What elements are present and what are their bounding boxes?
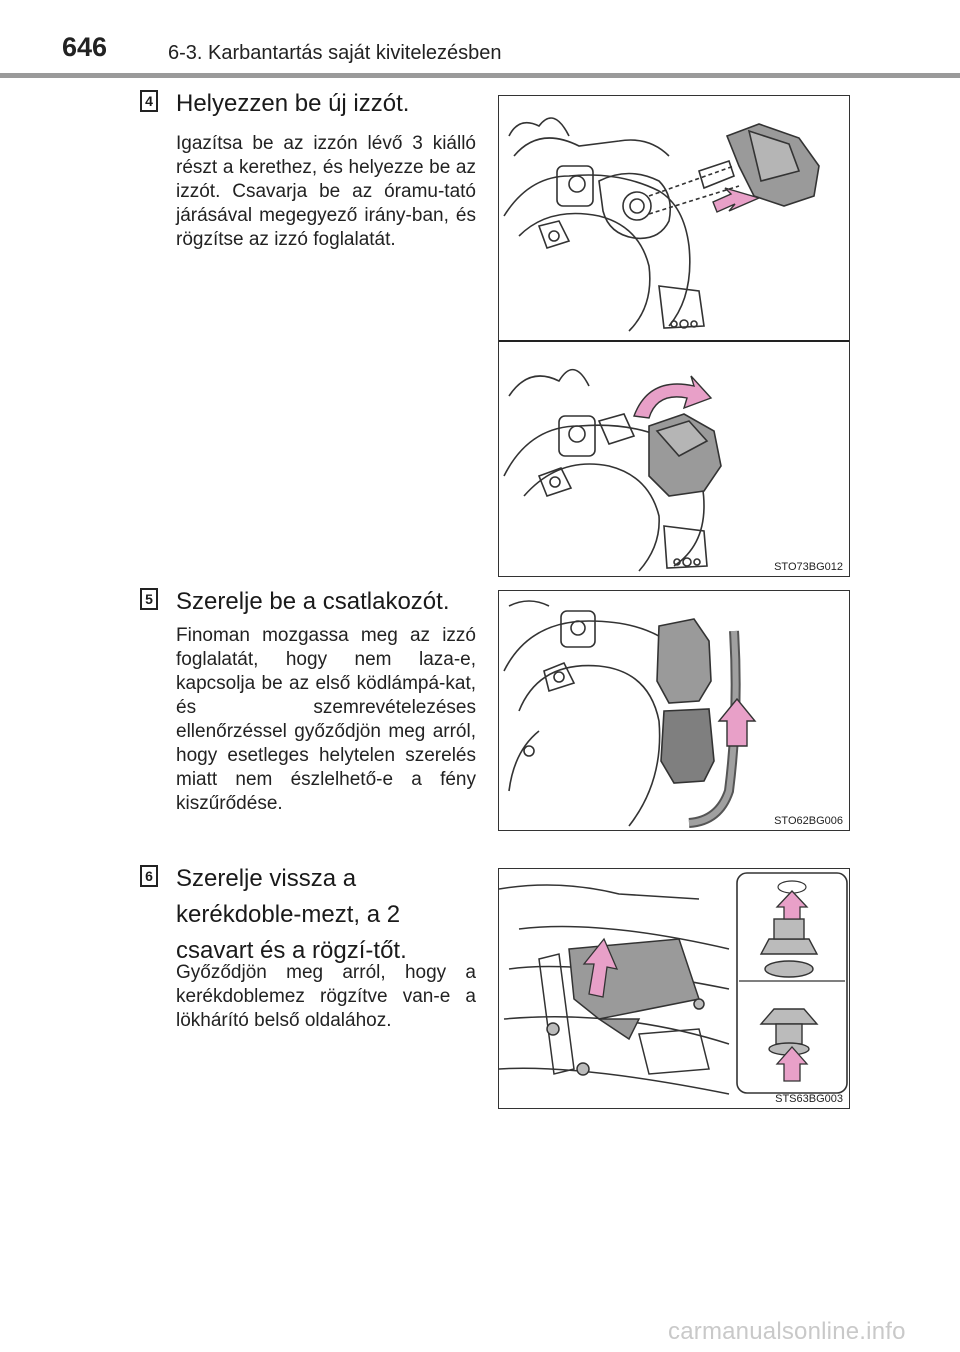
connector-install-illustration xyxy=(499,591,850,831)
step-heading: Szerelje vissza a kerékdoble-mezt, a 2 csavart és a rögzí-tőt. xyxy=(176,865,407,964)
section-title: 6-3. Karbantartás saját kivitelezésben xyxy=(168,42,502,64)
page-number: 646 xyxy=(62,32,108,62)
figure-code: STO73BG012 xyxy=(774,561,843,573)
page-header xyxy=(0,0,960,80)
figure-bulb-install xyxy=(498,95,850,577)
step-6 xyxy=(140,865,485,1085)
step-body: Győződjön meg arról, hogy a kerékdoblemez rögzítve van-e a lökhárító belső oldalához. xyxy=(176,962,476,1031)
step-number-badge: 4 xyxy=(140,90,158,112)
figure-connector-install xyxy=(498,590,850,831)
fender-liner-illustration xyxy=(499,869,850,1109)
header-rule xyxy=(0,73,960,78)
step-number-badge: 6 xyxy=(140,865,158,887)
step-5 xyxy=(140,588,485,848)
figure-fender-liner-install xyxy=(498,868,850,1109)
figure-code: STO62BG006 xyxy=(774,815,843,827)
step-4 xyxy=(140,90,485,310)
step-number-badge: 5 xyxy=(140,588,158,610)
watermark: carmanualsonline.info xyxy=(668,1318,906,1345)
bulb-install-illustration xyxy=(499,96,850,577)
step-heading: Helyezzen be új izzót. xyxy=(176,90,410,117)
step-heading: Szerelje be a csatlakozót. xyxy=(176,588,450,615)
step-body: Igazítsa be az izzón lévő 3 kiálló részt a kerethez, és helyezze be az izzót. Csavarja be az óramu-tató járásával megegyező irány-ban, és rögzítse az izzó foglalatát. xyxy=(176,133,476,250)
step-body: Finoman mozgassa meg az izzó foglalatát, hogy nem laza-e, kapcsolja be az első ködlámpá-kat, és szemrevételezéses ellenőrzéssel győződjön meg arról, hogy esetleges helytelen szerelés miatt nem észlelhető-e a fény kiszűrődése. xyxy=(176,625,476,814)
figure-code: STS63BG003 xyxy=(775,1093,843,1105)
